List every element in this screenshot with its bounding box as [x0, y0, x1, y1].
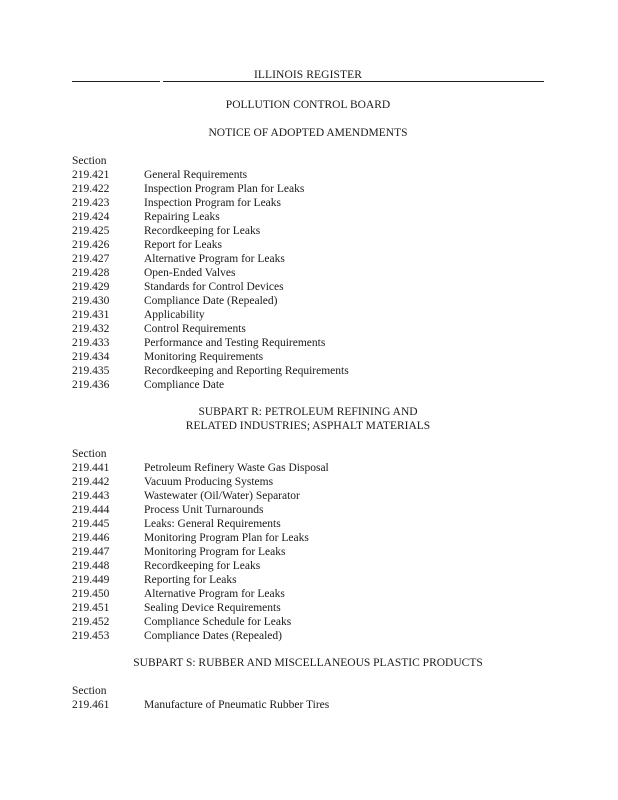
section-title: Recordkeeping and Reporting Requirements: [144, 365, 349, 377]
section-list-3: [72, 698, 329, 712]
section-row: [72, 196, 349, 210]
section-row: [72, 308, 349, 322]
section-title: Compliance Dates (Repealed): [144, 630, 282, 642]
section-title: Sealing Device Requirements: [144, 602, 281, 614]
section-number: 219.423: [72, 197, 110, 209]
section-number: 219.426: [72, 239, 110, 251]
section-row: [72, 210, 349, 224]
section-number: 219.429: [72, 281, 110, 293]
section-title: Open-Ended Valves: [144, 267, 236, 279]
section-row: [72, 350, 349, 364]
section-list-1: [72, 168, 349, 392]
section-row: [72, 364, 349, 378]
section-title: Applicability: [144, 309, 205, 321]
section-title: Vacuum Producing Systems: [144, 476, 274, 488]
section-row: [72, 573, 329, 587]
section-title: Reporting for Leaks: [144, 574, 237, 586]
section-number: 219.427: [72, 253, 110, 265]
section-title: Control Requirements: [144, 323, 246, 335]
section-number: 219.445: [72, 518, 110, 530]
section-row: [72, 168, 349, 182]
section-row: [72, 531, 329, 545]
section-title: Compliance Date: [144, 379, 225, 391]
section-list-2: [72, 461, 329, 643]
header-rule-right: [163, 81, 544, 82]
section-row: [72, 182, 349, 196]
section-row: [72, 698, 329, 712]
section-row: [72, 252, 349, 266]
section-number: 219.450: [72, 588, 110, 600]
section-row: [72, 461, 329, 475]
section-row: [72, 489, 329, 503]
section-number: 219.453: [72, 630, 110, 642]
section-title: Monitoring Program Plan for Leaks: [144, 532, 309, 544]
section-title: Inspection Program Plan for Leaks: [144, 183, 305, 195]
section-title: Repairing Leaks: [144, 211, 220, 223]
section-title: Alternative Program for Leaks: [144, 253, 285, 265]
section-number: 219.446: [72, 532, 110, 544]
section-number: 219.436: [72, 379, 110, 391]
section-row: [72, 224, 349, 238]
section-number: 219.444: [72, 504, 110, 516]
section-number: 219.434: [72, 351, 110, 363]
section-title: Performance and Testing Requirements: [144, 337, 326, 349]
section-title: Manufacture of Pneumatic Rubber Tires: [144, 699, 330, 711]
section-number: 219.431: [72, 309, 110, 321]
section-number: 219.451: [72, 602, 110, 614]
section-label-2: Section: [72, 448, 107, 460]
page-header: [72, 70, 544, 82]
subpart-r-heading-line2: RELATED INDUSTRIES; ASPHALT MATERIALS: [185, 420, 431, 432]
header-rule-left: [72, 81, 160, 82]
section-row: [72, 322, 349, 336]
section-number: 219.435: [72, 365, 110, 377]
section-title: Compliance Schedule for Leaks: [144, 616, 292, 628]
section-row: [72, 475, 329, 489]
section-title: General Requirements: [144, 169, 248, 181]
section-row: [72, 601, 329, 615]
section-title: Wastewater (Oil/Water) Separator: [144, 490, 300, 502]
section-title: Report for Leaks: [144, 239, 222, 251]
section-title: Alternative Program for Leaks: [144, 588, 285, 600]
section-row: [72, 378, 349, 392]
section-number: 219.428: [72, 267, 110, 279]
board-title: POLLUTION CONTROL BOARD: [225, 99, 391, 111]
section-number: 219.441: [72, 462, 110, 474]
section-title: Monitoring Requirements: [144, 351, 264, 363]
section-number: 219.461: [72, 699, 110, 711]
section-row: [72, 545, 329, 559]
section-number: 219.422: [72, 183, 110, 195]
section-row: [72, 238, 349, 252]
section-title: Process Unit Turnarounds: [144, 504, 264, 516]
section-label-3: Section: [72, 685, 107, 697]
section-title: Recordkeeping for Leaks: [144, 225, 261, 237]
section-number: 219.432: [72, 323, 110, 335]
subpart-s-heading: SUBPART S: RUBBER AND MISCELLANEOUS PLASTIC PRODUCTS: [133, 657, 483, 669]
section-label-1: Section: [72, 155, 107, 167]
section-title: Inspection Program for Leaks: [144, 197, 282, 209]
section-number: 219.452: [72, 616, 110, 628]
section-row: [72, 294, 349, 308]
subpart-r-heading-line1: SUBPART R: PETROLEUM REFINING AND: [198, 406, 418, 418]
section-title: Monitoring Program for Leaks: [144, 546, 286, 558]
section-row: [72, 587, 329, 601]
section-number: 219.443: [72, 490, 110, 502]
section-title: Standards for Control Devices: [144, 281, 284, 293]
section-row: [72, 629, 329, 643]
section-row: [72, 336, 349, 350]
section-row: [72, 559, 329, 573]
section-title: Leaks: General Requirements: [144, 518, 281, 530]
section-number: 219.424: [72, 211, 110, 223]
section-number: 219.447: [72, 546, 110, 558]
section-row: [72, 615, 329, 629]
section-number: 219.433: [72, 337, 110, 349]
section-row: [72, 280, 349, 294]
section-title: Recordkeeping for Leaks: [144, 560, 261, 572]
section-row: [72, 503, 329, 517]
section-row: [72, 266, 349, 280]
notice-title: NOTICE OF ADOPTED AMENDMENTS: [208, 127, 408, 139]
section-number: 219.449: [72, 574, 110, 586]
section-number: 219.448: [72, 560, 110, 572]
section-number: 219.430: [72, 295, 110, 307]
section-title: Petroleum Refinery Waste Gas Disposal: [144, 462, 329, 474]
section-number: 219.442: [72, 476, 110, 488]
section-title: Compliance Date (Repealed): [144, 295, 278, 307]
section-row: [72, 517, 329, 531]
section-number: 219.425: [72, 225, 110, 237]
register-title: ILLINOIS REGISTER: [253, 69, 363, 81]
section-number: 219.421: [72, 169, 110, 181]
